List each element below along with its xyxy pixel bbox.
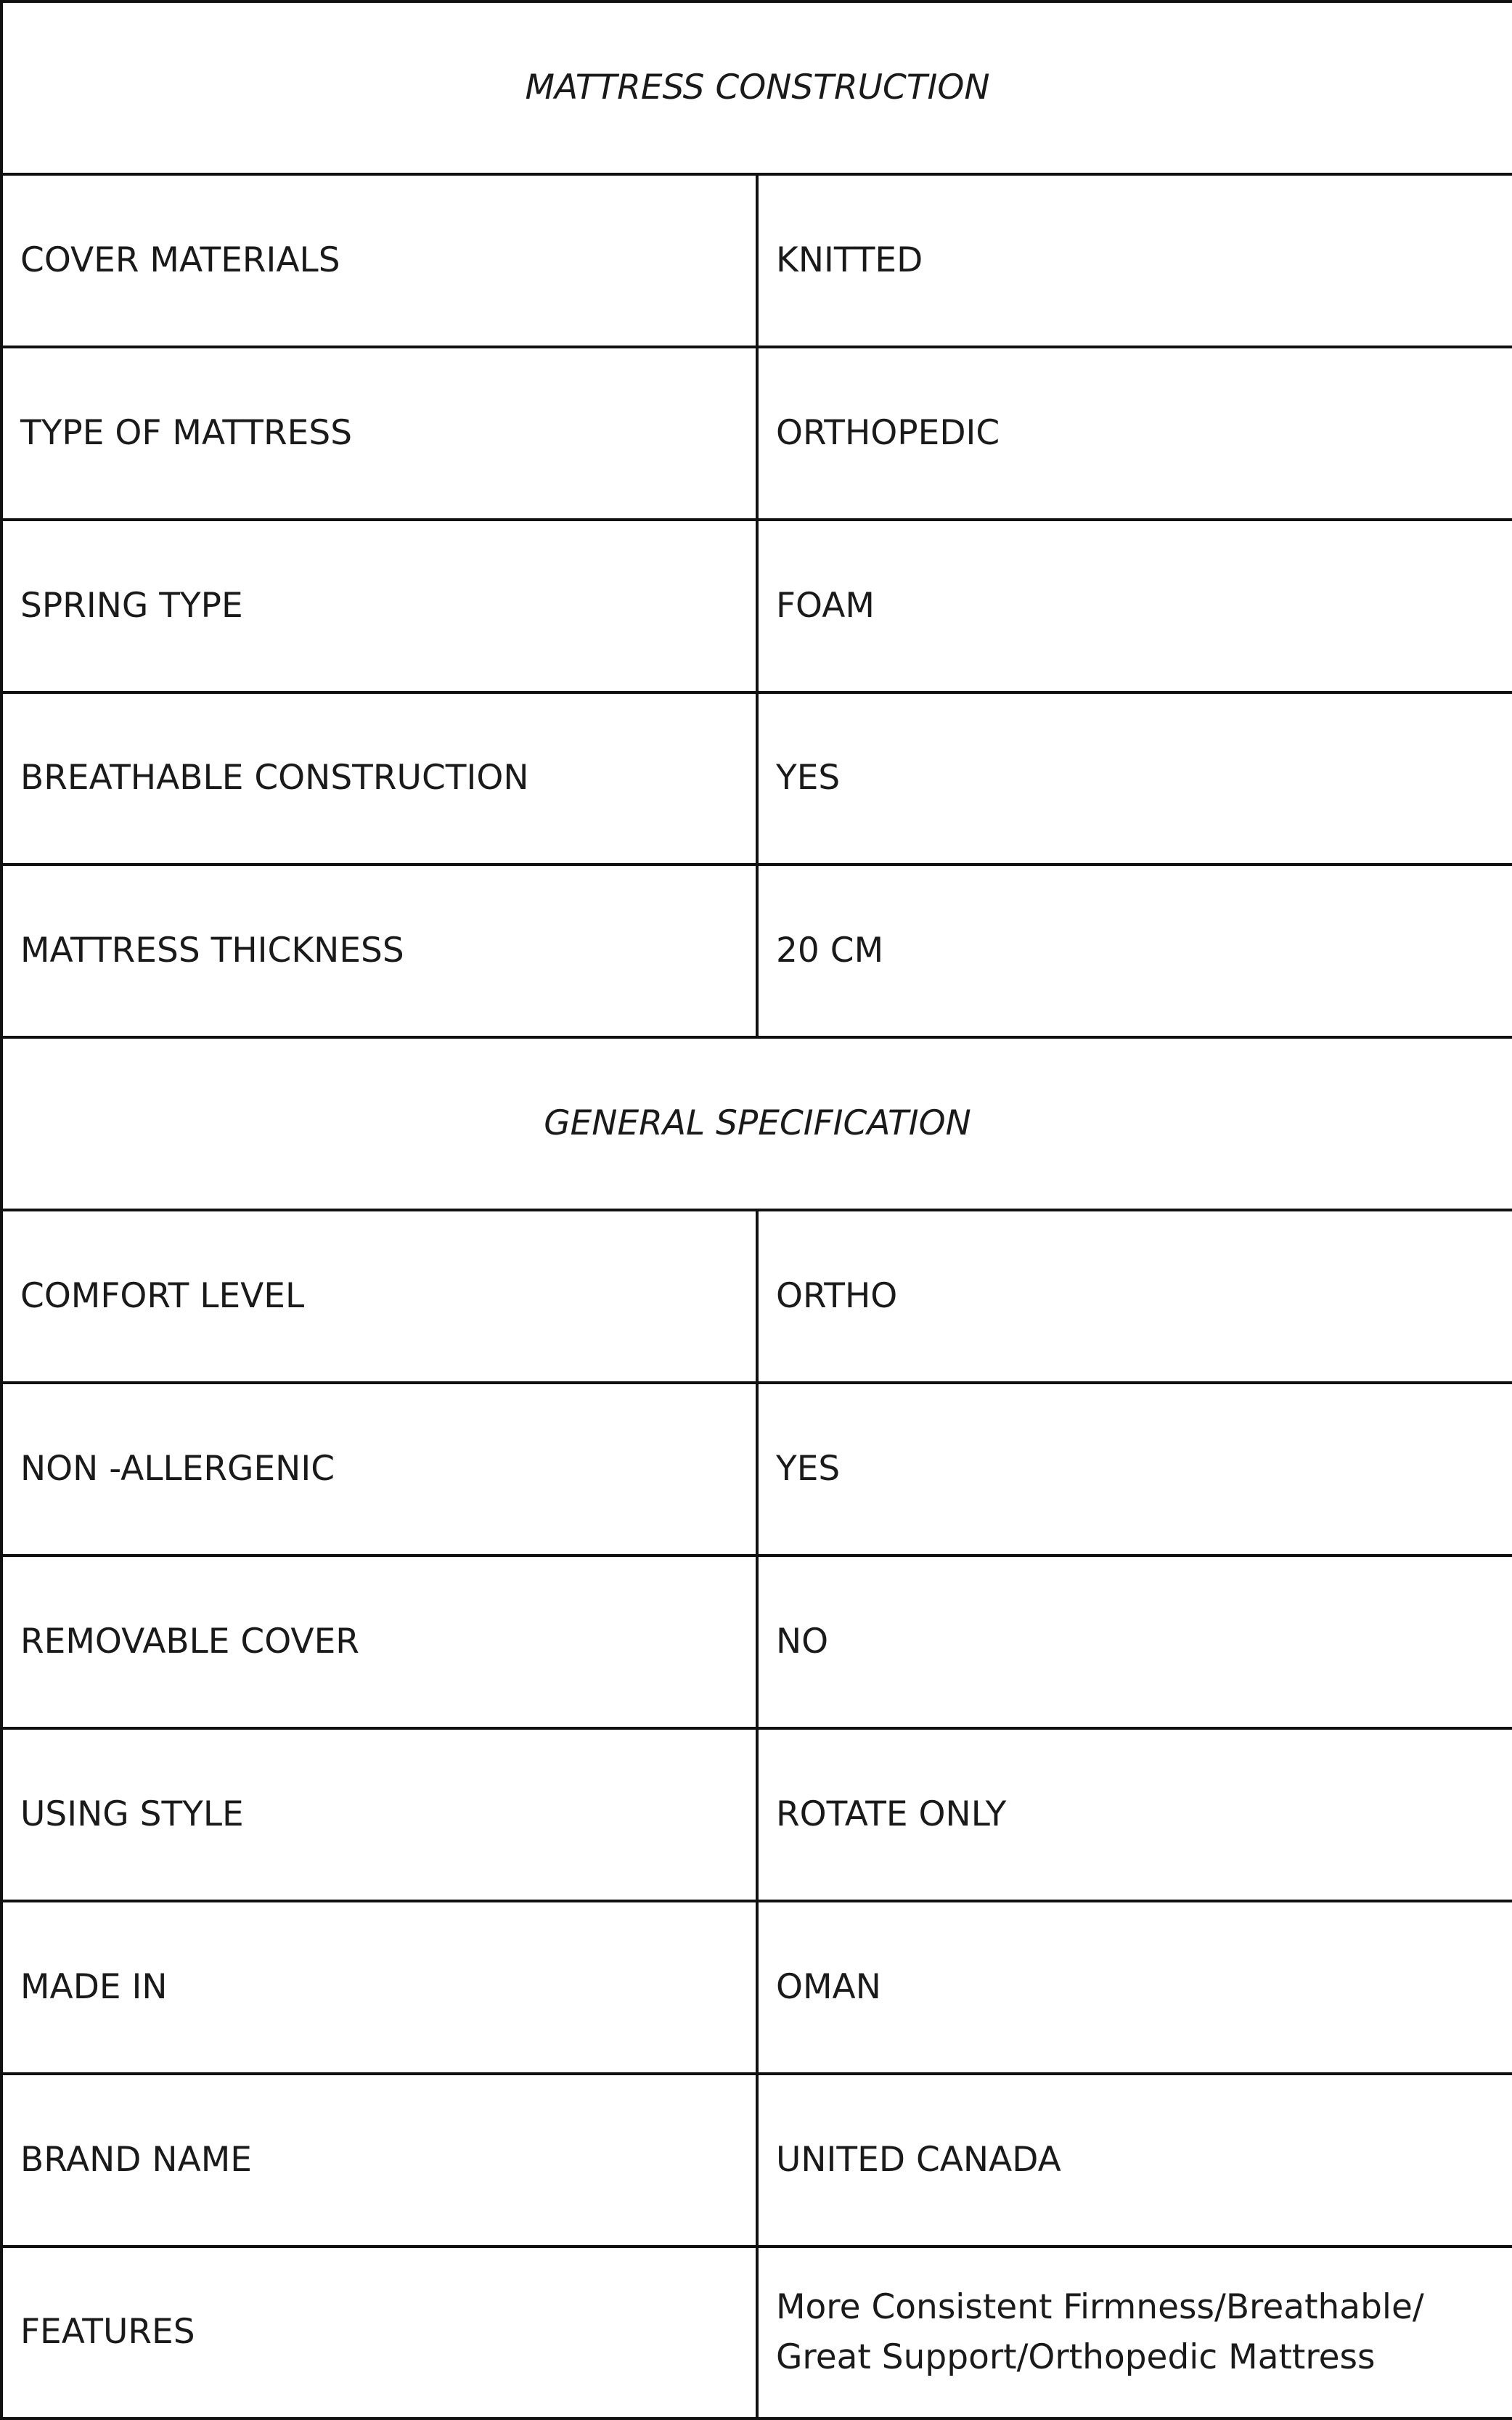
table-row	[1, 1901, 1512, 2074]
row-label: USING STYLE	[1, 1728, 757, 1901]
table-row	[1, 2247, 1512, 2419]
row-value: ORTHO	[757, 1210, 1512, 1383]
row-value: More Consistent Firmness/Breathable/ Great Support/Orthopedic Mattress	[757, 2247, 1512, 2419]
table-row	[1, 864, 1512, 1037]
table-row	[1, 1728, 1512, 1901]
table-row	[1, 692, 1512, 865]
section-header-row	[1, 1, 1512, 174]
row-value: ORTHOPEDIC	[757, 347, 1512, 520]
table-row	[1, 174, 1512, 347]
row-value: FOAM	[757, 520, 1512, 692]
row-label: COVER MATERIALS	[1, 174, 757, 347]
section-title: MATTRESS CONSTRUCTION	[1, 1, 1512, 174]
row-label: SPRING TYPE	[1, 520, 757, 692]
row-value: KNITTED	[757, 174, 1512, 347]
row-value: 20 CM	[757, 864, 1512, 1037]
row-value: OMAN	[757, 1901, 1512, 2074]
row-label: MATTRESS THICKNESS	[1, 864, 757, 1037]
section-header-row	[1, 1037, 1512, 1210]
row-label: MADE IN	[1, 1901, 757, 2074]
row-value: ROTATE ONLY	[757, 1728, 1512, 1901]
row-label: BRAND NAME	[1, 2074, 757, 2247]
table-row	[1, 2074, 1512, 2247]
row-label: FEATURES	[1, 2247, 757, 2419]
row-label: NON -ALLERGENIC	[1, 1383, 757, 1556]
row-label: BREATHABLE CONSTRUCTION	[1, 692, 757, 865]
table-row	[1, 1383, 1512, 1556]
table-row	[1, 347, 1512, 520]
row-value: UNITED CANADA	[757, 2074, 1512, 2247]
row-label: COMFORT LEVEL	[1, 1210, 757, 1383]
table-row	[1, 520, 1512, 692]
row-label: TYPE OF MATTRESS	[1, 347, 757, 520]
row-label: REMOVABLE COVER	[1, 1556, 757, 1728]
row-value: NO	[757, 1556, 1512, 1728]
row-value: YES	[757, 1383, 1512, 1556]
row-value: YES	[757, 692, 1512, 865]
table-row	[1, 1210, 1512, 1383]
table-row	[1, 1556, 1512, 1728]
section-title: GENERAL SPECIFICATION	[1, 1037, 1512, 1210]
